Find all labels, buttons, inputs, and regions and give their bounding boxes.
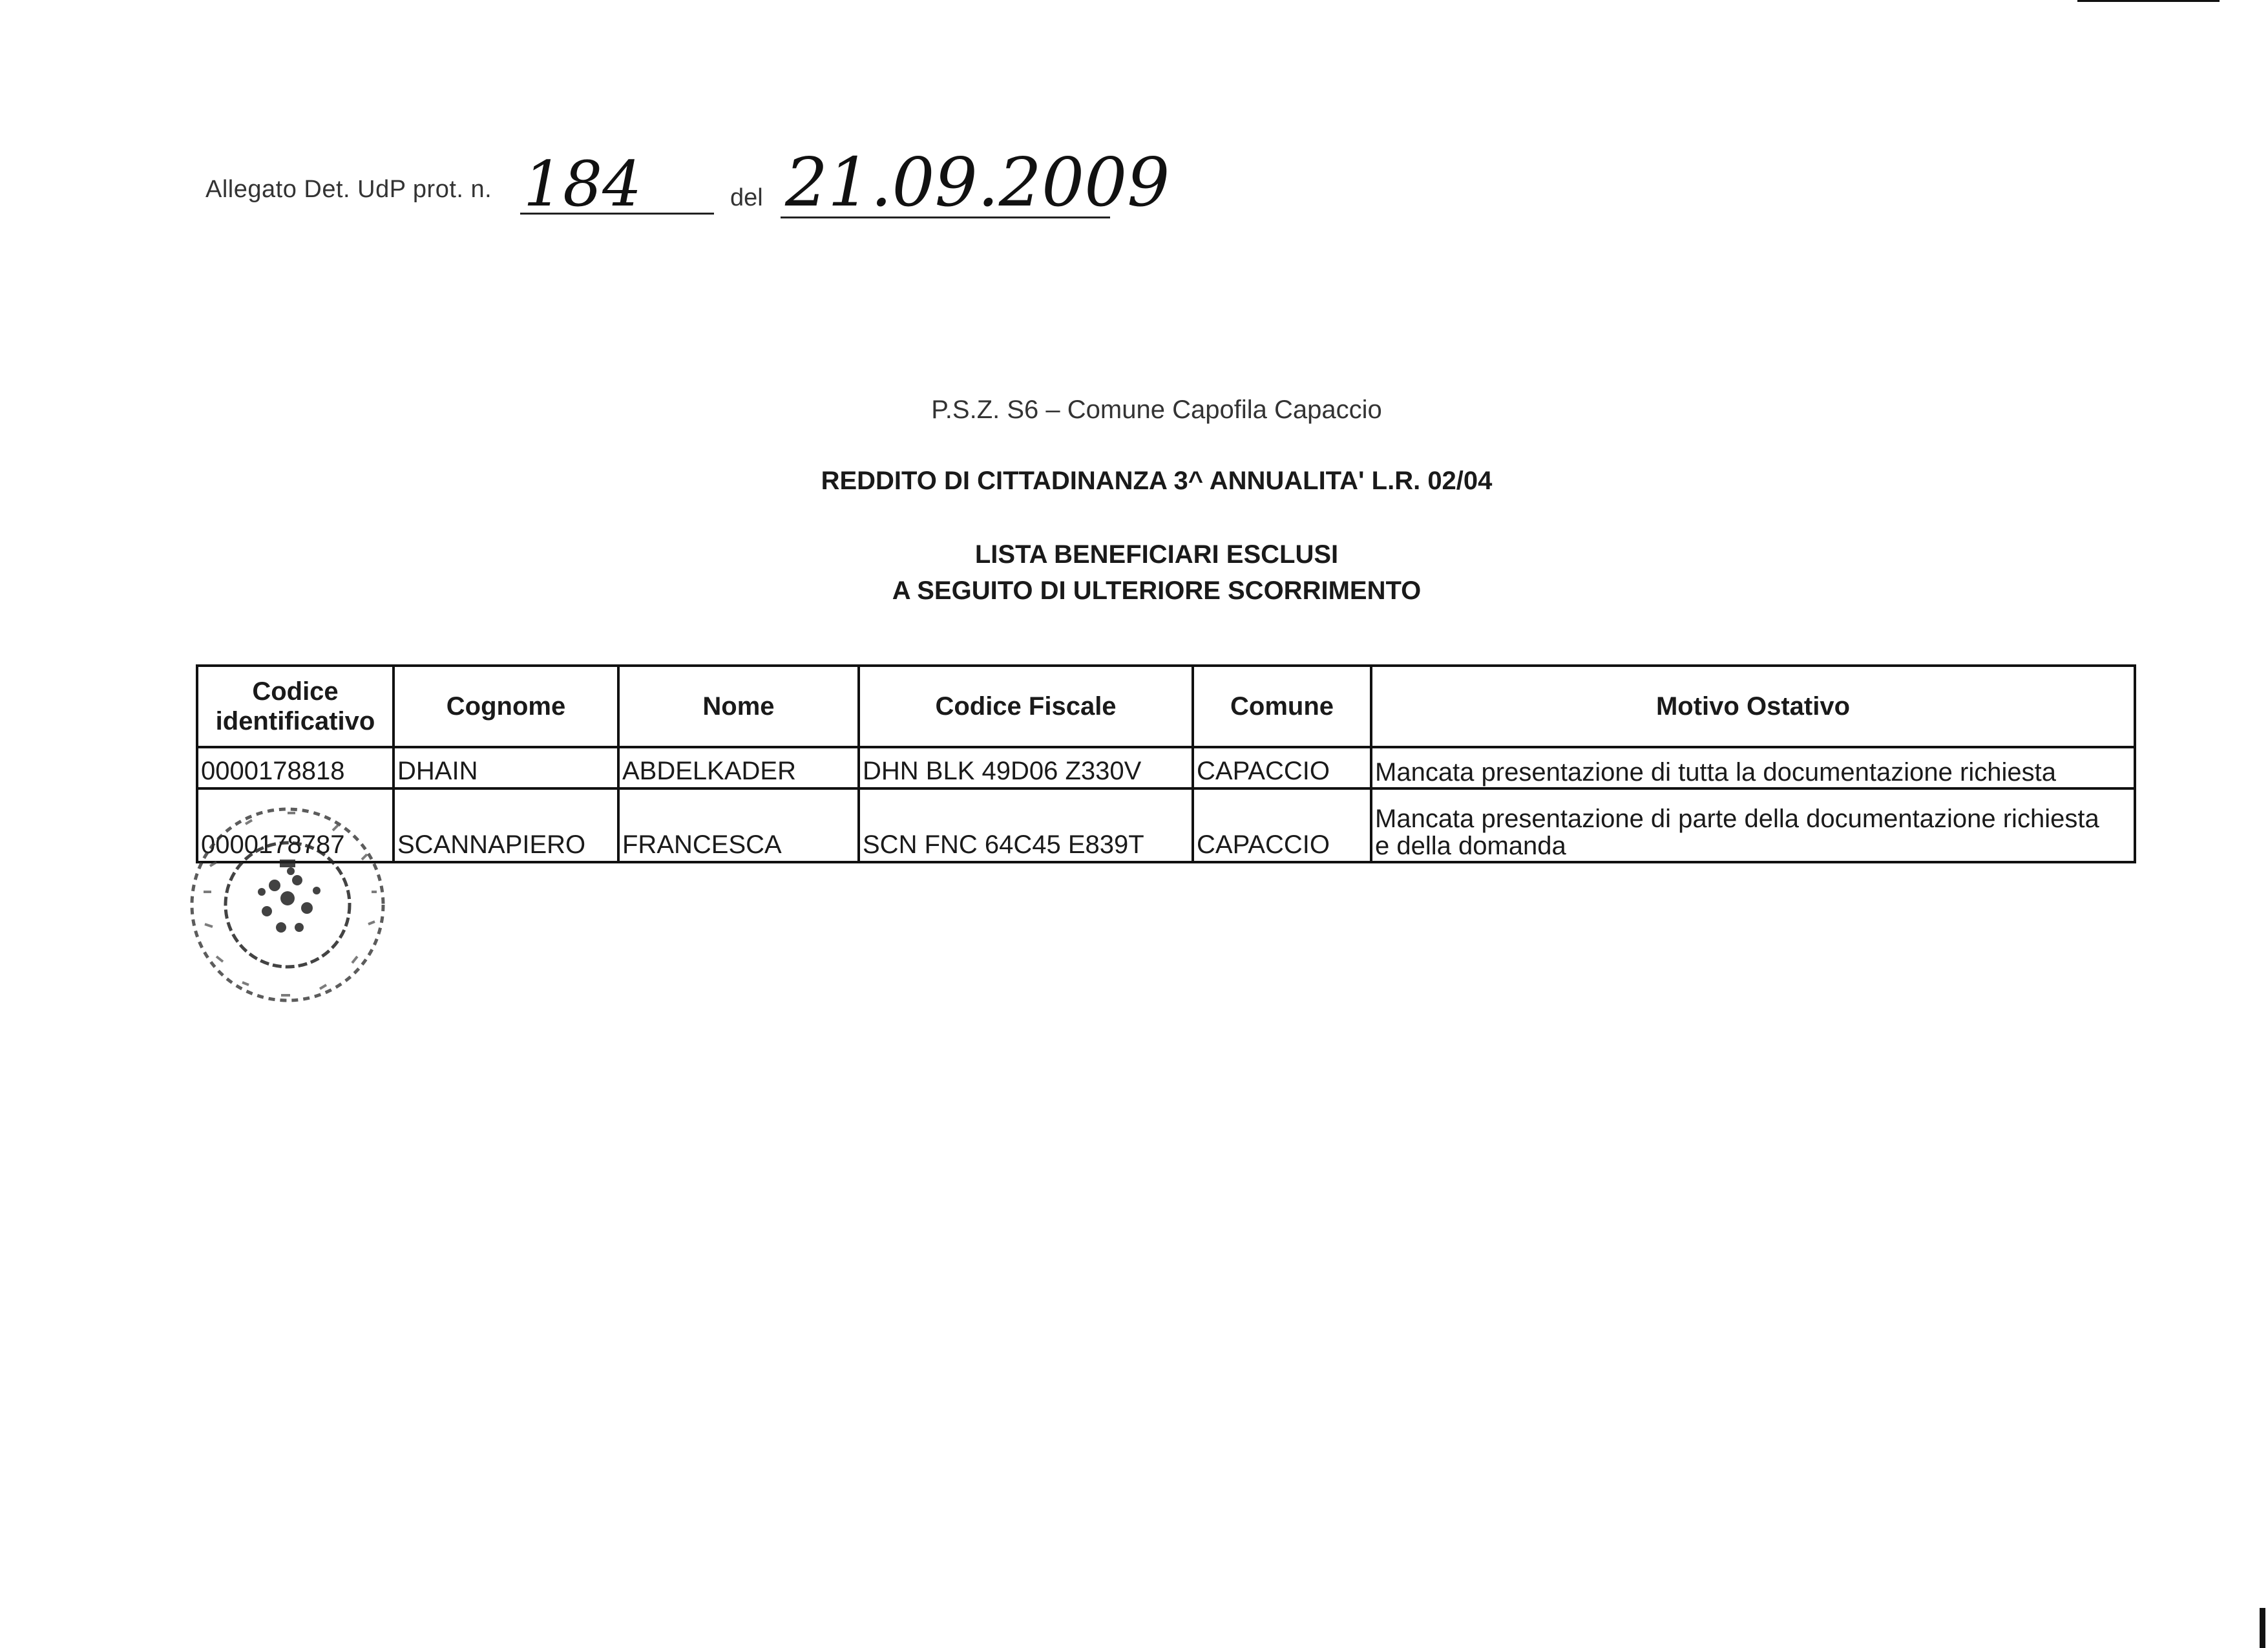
cell-codice: 0000178818 xyxy=(197,747,394,788)
list-title xyxy=(0,536,2268,609)
column-header-codice-line-2: identificativo xyxy=(215,707,375,735)
column-header-cognome: Cognome xyxy=(394,666,618,747)
cell-motivo xyxy=(1371,788,2135,862)
district-line: P.S.Z. S6 – Comune Capofila Capaccio xyxy=(931,396,1382,424)
table-row xyxy=(197,788,2135,862)
protocol-number-handwritten: 184 xyxy=(523,148,642,220)
column-header-motivo: Motivo Ostativo xyxy=(1371,666,2135,747)
scan-edge-mark xyxy=(2077,0,2220,2)
cell-nome: FRANCESCA xyxy=(618,788,859,862)
list-title-line-1: LISTA BENEFICIARI ESCLUSI xyxy=(974,540,1339,569)
official-stamp-seal xyxy=(184,795,391,1015)
table-row xyxy=(197,747,2135,788)
cell-codice-fiscale: SCN FNC 64C45 E839T xyxy=(859,788,1193,862)
cell-codice-fiscale: DHN BLK 49D06 Z330V xyxy=(859,747,1193,788)
cell-comune: CAPACCIO xyxy=(1193,747,1371,788)
table-header-row xyxy=(197,666,2135,747)
column-header-nome: Nome xyxy=(618,666,859,747)
column-header-codice xyxy=(197,666,394,747)
cell-motivo-line-2: e della domanda xyxy=(1375,832,1566,860)
cell-motivo-line-1: Mancata presentazione di parte della documentazione richiesta xyxy=(1375,805,2099,833)
program-title: REDDITO DI CITTADINANZA 3^ ANNUALITA' L.R. 02/04 xyxy=(821,467,1493,495)
cell-cognome: SCANNAPIERO xyxy=(394,788,618,862)
del-label: del xyxy=(730,184,763,211)
column-header-comune: Comune xyxy=(1193,666,1371,747)
cell-comune: CAPACCIO xyxy=(1193,788,1371,862)
date-handwritten: 21.09.2009 xyxy=(785,143,1170,222)
column-header-codice-fiscale: Codice Fiscale xyxy=(859,666,1193,747)
allegato-label: Allegato Det. UdP prot. n. xyxy=(205,176,492,203)
cell-motivo: Mancata presentazione di tutta la documentazione richiesta xyxy=(1371,747,2135,788)
column-header-codice-line-1: Codice xyxy=(252,677,339,706)
cell-nome: ABDELKADER xyxy=(618,747,859,788)
scan-edge-mark xyxy=(2260,1608,2265,1648)
cell-cognome: DHAIN xyxy=(394,747,618,788)
cell-codice: 0000178787 xyxy=(197,788,394,862)
excluded-beneficiaries-table xyxy=(196,664,2136,863)
list-title-line-2: A SEGUITO DI ULTERIORE SCORRIMENTO xyxy=(892,576,1422,605)
